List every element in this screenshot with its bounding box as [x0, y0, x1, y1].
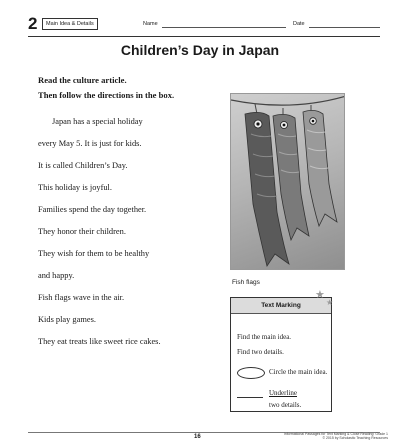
- underline-instruction-detail: two details.: [269, 401, 302, 409]
- text-marking-instruction: Find two details.: [237, 348, 284, 356]
- skill-label: Main Idea & Details: [42, 18, 98, 30]
- photo-caption: Fish flags: [232, 279, 260, 286]
- text-marking-instruction: Find the main idea.: [237, 333, 292, 341]
- name-line[interactable]: [162, 27, 286, 28]
- article-line: They wish for them to be healthy: [38, 249, 150, 258]
- article-line: Families spend the day together.: [38, 205, 147, 214]
- article-line: They eat treats like sweet rice cakes.: [38, 337, 161, 346]
- fish-flags-illustration: [231, 94, 345, 270]
- circle-mark-icon: [237, 367, 265, 379]
- date-label: Date: [293, 21, 305, 27]
- directions: [38, 73, 228, 103]
- credit-line: © 2015 by Scholastic Teaching Resources: [322, 436, 388, 441]
- article-line: This holiday is joyful.: [38, 183, 112, 192]
- article-line: Kids play games.: [38, 315, 96, 324]
- text-marking-box: [230, 297, 332, 412]
- circle-instruction: Circle the main idea.: [269, 368, 328, 376]
- article-line: every May 5. It is just for kids.: [38, 139, 142, 148]
- article-line: They honor their children.: [38, 227, 126, 236]
- article-line: It is called Children’s Day.: [38, 161, 128, 170]
- underline-instruction: Underline: [269, 389, 297, 397]
- star-icon: ★: [315, 289, 325, 301]
- copyright-credit: [238, 432, 388, 441]
- credit-line: Informational Passages for Text Marking & Close Reading: Grade 1: [283, 432, 388, 436]
- star-icon: ★: [326, 298, 334, 307]
- page-number: 16: [194, 434, 201, 440]
- date-line[interactable]: [309, 27, 380, 28]
- header-divider: [28, 36, 380, 37]
- unit-number: 2: [28, 14, 38, 33]
- article-line: and happy.: [38, 271, 75, 280]
- directions-line: Read the culture article.: [38, 75, 127, 85]
- directions-line: Then follow the directions in the box.: [38, 90, 175, 100]
- fish-flags-photo: [230, 93, 345, 270]
- article-line: Fish flags wave in the air.: [38, 293, 125, 302]
- text-marking-title: Text Marking: [261, 302, 301, 309]
- name-label: Name: [143, 21, 158, 27]
- article-line: Japan has a special holiday: [52, 117, 143, 126]
- worksheet-header: [28, 14, 380, 36]
- page-title: Children’s Day in Japan: [120, 42, 280, 58]
- underline-mark-icon: [237, 397, 263, 398]
